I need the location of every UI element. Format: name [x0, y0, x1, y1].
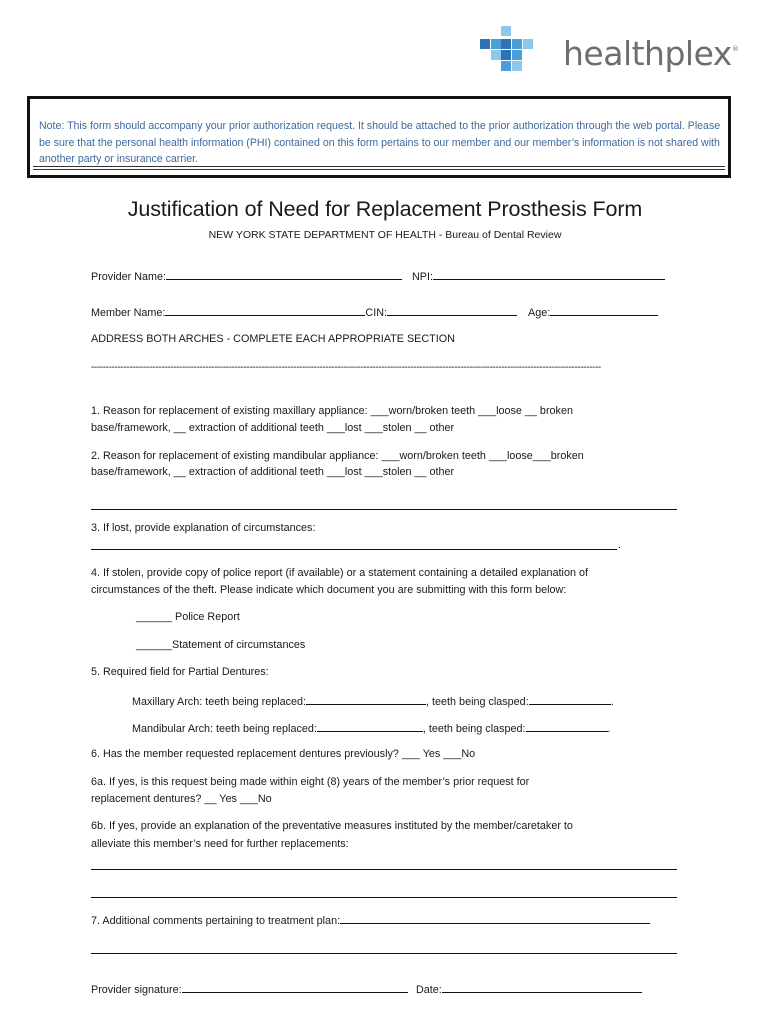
- dashed-separator: ------------------------------------------------------------------------------------------------------------------------------------------------------------------------------: [91, 362, 601, 373]
- age-label: Age:: [528, 307, 551, 319]
- q6b-line1: 6b. If yes, provide an explanation of the preventative measures instituted by the member/caretaker to: [91, 820, 573, 832]
- member-name-row: [91, 304, 517, 319]
- q5-mandibular-teeth-field[interactable]: [317, 720, 423, 732]
- member-name-field[interactable]: [165, 304, 365, 316]
- form-subtitle: NEW YORK STATE DEPARTMENT OF HEALTH - Bureau of Dental Review: [208, 229, 562, 241]
- q6-line: 6. Has the member requested replacement dentures previously? ___ Yes ___No: [91, 748, 476, 760]
- healthplex-logo: [480, 26, 750, 82]
- member-name-label: Member Name:: [91, 307, 166, 319]
- cin-field[interactable]: [387, 304, 517, 316]
- date-label: Date:: [416, 984, 442, 996]
- cin-label: CIN:: [365, 307, 388, 319]
- q7-answer-line[interactable]: [91, 953, 677, 954]
- npi-row: [412, 268, 665, 283]
- q5-maxillary-teeth-field[interactable]: [306, 693, 426, 705]
- logo-wordmark: healthplex®: [563, 34, 739, 73]
- provider-signature-field[interactable]: [182, 981, 408, 993]
- q5-mandibular-end: .: [607, 723, 611, 735]
- q4-line1: 4. If stolen, provide copy of police report (if available) or a statement containing a detailed explanation of: [91, 567, 588, 579]
- healthplex-logo-mark-icon: [480, 26, 542, 76]
- q4-police-report-option[interactable]: ______ Police Report: [136, 611, 240, 623]
- q5-mandibular-row: [132, 720, 611, 735]
- q7-row: [91, 912, 650, 927]
- q2-line2: base/framework, __ extraction of additional teeth ___lost ___stolen __ other: [91, 466, 455, 478]
- q5-maxillary-row: [132, 693, 614, 708]
- note-box-divider: [33, 166, 725, 170]
- q5-mandibular-clasped-label: , teeth being clasped:: [422, 723, 526, 735]
- q1-line2: base/framework, __ extraction of additional teeth ___lost ___stolen __ other: [91, 422, 455, 434]
- provider-signature-row: [91, 981, 408, 996]
- q6a-line1: 6a. If yes, is this request being made within eight (8) years of the member’s prior request for: [91, 776, 530, 788]
- q6b-answer-line-2[interactable]: [91, 897, 677, 898]
- q6a-line2: replacement dentures? __ Yes ___No: [91, 793, 272, 805]
- q4-statement-option[interactable]: ______Statement of circumstances: [136, 639, 306, 651]
- provider-name-field[interactable]: [166, 268, 402, 280]
- q4-line2: circumstances of the theft. Please indicate which document you are submitting with this form below:: [91, 584, 567, 596]
- q5-maxillary-label: Maxillary Arch: teeth being replaced:: [132, 696, 307, 708]
- date-field[interactable]: [442, 981, 642, 993]
- q5-maxillary-clasped-field[interactable]: [529, 693, 611, 705]
- q5-maxillary-end: .: [610, 696, 614, 708]
- q3-end: .: [618, 539, 621, 551]
- provider-name-label: Provider Name:: [91, 271, 167, 283]
- address-both-arches: ADDRESS BOTH ARCHES - COMPLETE EACH APPROPRIATE SECTION: [91, 333, 455, 345]
- npi-label: NPI:: [412, 271, 433, 283]
- note-text: Note: This form should accompany your prior authorization request. It should be attached to the prior authorization through the web portal. Please be sure that the personal health information (PHI) contained on this form pertains to our member and our member’s information is not shared with another party or insurance carrier.: [39, 120, 721, 165]
- q5-maxillary-clasped-label: , teeth being clasped:: [426, 696, 529, 708]
- q5-mandibular-label: Mandibular Arch: teeth being replaced:: [132, 723, 317, 735]
- q2-line1: 2. Reason for replacement of existing mandibular appliance: ___worn/broken teeth ___loose___broken: [91, 450, 584, 462]
- q5-mandibular-clasped-field[interactable]: [526, 720, 608, 732]
- age-field[interactable]: [550, 304, 658, 316]
- date-row: [416, 981, 642, 996]
- provider-name-row: [91, 268, 402, 283]
- form-title: Justification of Need for Replacement Prosthesis Form: [127, 197, 643, 221]
- npi-field[interactable]: [433, 268, 665, 280]
- q3-line1: 3. If lost, provide explanation of circumstances:: [91, 522, 316, 534]
- q1-line1: 1. Reason for replacement of existing maxillary appliance: ___worn/broken teeth ___loose __ broken: [91, 405, 573, 417]
- note-box: [27, 96, 731, 178]
- q6b-line2: alleviate this member’s need for further replacements:: [91, 838, 349, 850]
- q2-answer-line[interactable]: [91, 509, 677, 510]
- q7-label: 7. Additional comments pertaining to treatment plan:: [91, 915, 341, 927]
- q3-answer-line[interactable]: [91, 549, 617, 550]
- provider-signature-label: Provider signature:: [91, 984, 182, 996]
- age-row: [528, 304, 658, 319]
- q5-line1: 5. Required field for Partial Dentures:: [91, 666, 269, 678]
- q6b-answer-line-1[interactable]: [91, 869, 677, 870]
- q7-answer-field[interactable]: [340, 912, 650, 924]
